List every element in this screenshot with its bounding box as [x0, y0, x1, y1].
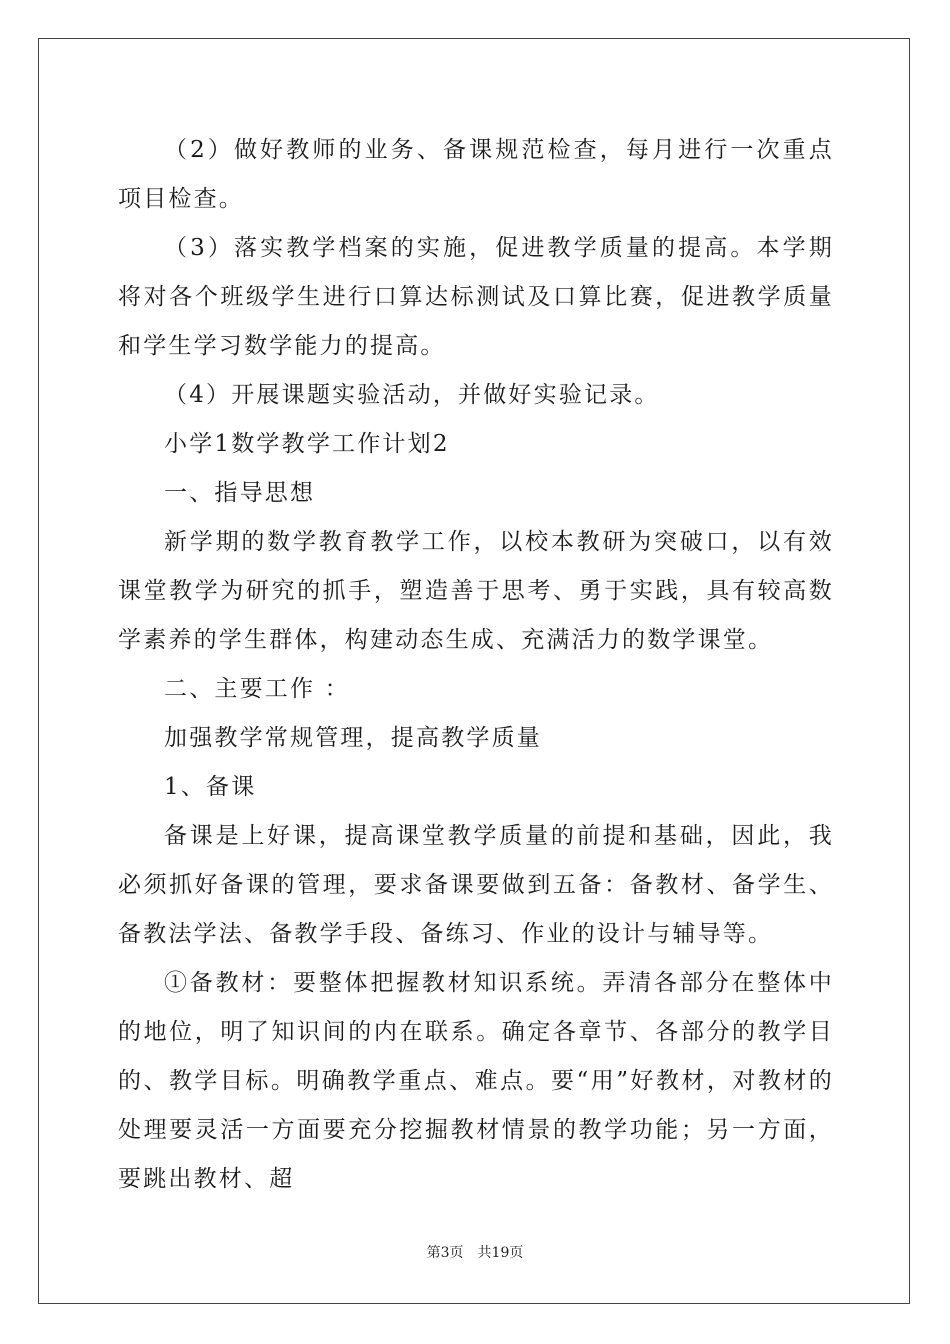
subheading-teaching-management: 加强教学常规管理，提高教学质量 [164, 725, 542, 751]
paragraph-item-2: （2）做好教师的业务、备课规范检查，每月进行一次重点项目检查。 [118, 137, 834, 212]
paragraph-prep-materials: ①备教材：要整体把握教材知识系统。弄清各部分在整体中的地位，明了知识间的内在联系。确定各章节、各部分的教学目的、教学目标。明确教学重点、难点。要“用”好教材，对教材的处理要灵活一方面要充分挖掘教材情景的教学功能；另一方面，要跳出教材、超 [118, 970, 834, 1192]
heading-main-work: 二、主要工作 ： [164, 676, 350, 702]
section-title: 小学1数学教学工作计划2 [164, 431, 450, 457]
paragraph-item-3: （3）落实教学档案的实施，促进教学质量的提高。本学期将对各个班级学生进行口算达标测试及口算比赛，促进教学质量和学生学习数学能力的提高。 [118, 235, 834, 359]
document-body [118, 126, 834, 1204]
page-total: 共19页 [477, 1245, 524, 1261]
page-footer [0, 1242, 950, 1262]
paragraph-lesson-prep: 备课是上好课，提高课堂教学质量的前提和基础，因此，我必须抓好备课的管理，要求备课要做到五备：备教材、备学生、备教法学法、备教学手段、备练习、作业的设计与辅导等。 [118, 823, 834, 947]
heading-guiding-ideology: 一、指导思想 [164, 480, 316, 506]
paragraph-item-4: （4）开展课题实验活动，并做好实验记录。 [164, 382, 660, 408]
subheading-lesson-prep: 1、备课 [164, 774, 257, 800]
paragraph-guiding-ideology: 新学期的数学教育教学工作，以校本教研为突破口，以有效课堂教学为研究的抓手，塑造善于思考、勇于实践，具有较高数学素养的学生群体，构建动态生成、充满活力的数学课堂。 [118, 529, 834, 653]
page-number: 第3页 [426, 1245, 464, 1261]
